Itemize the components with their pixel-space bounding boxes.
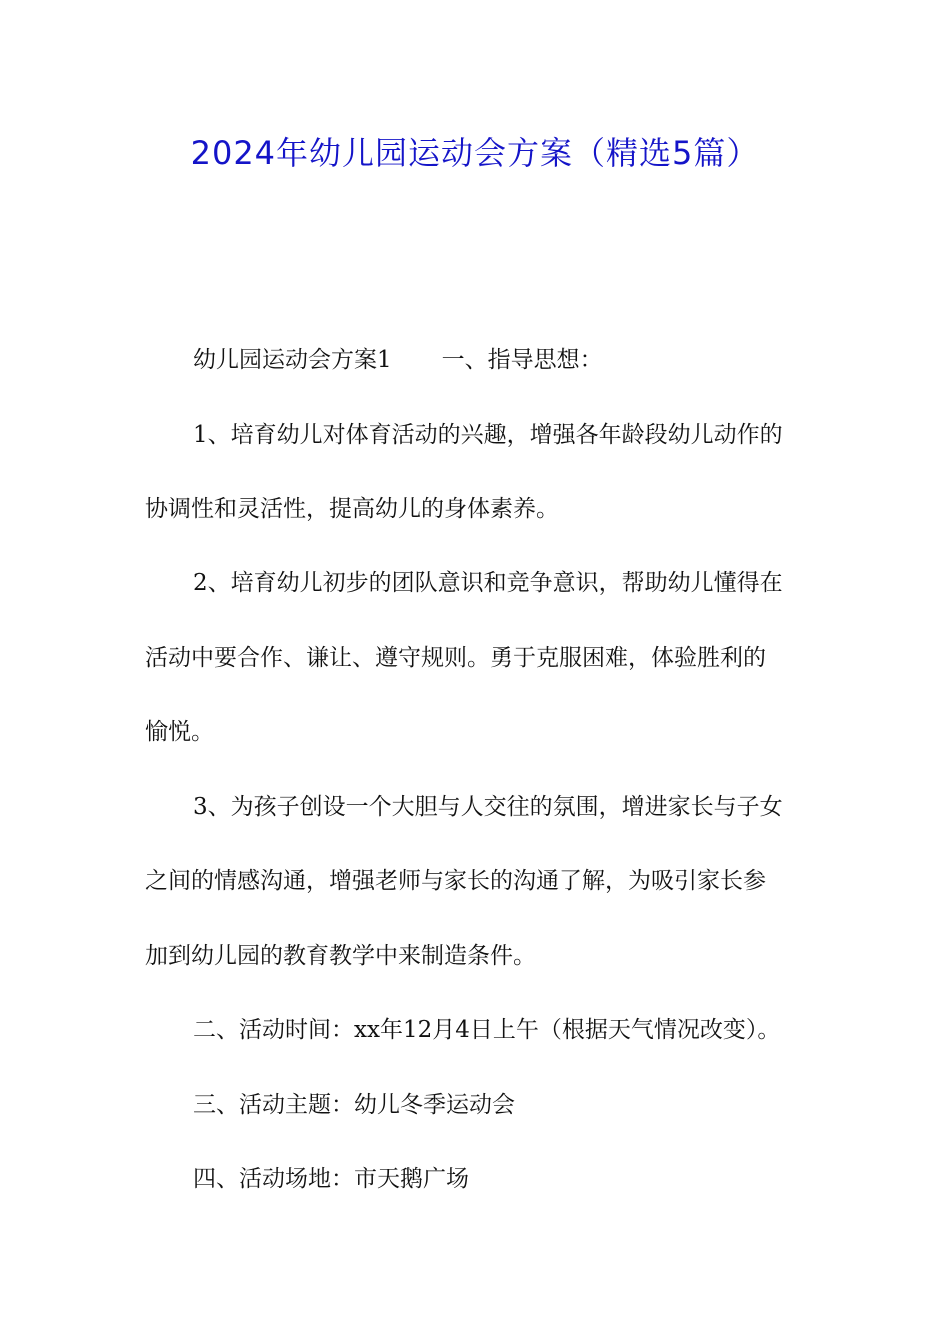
section-heading-line bbox=[193, 345, 873, 375]
paragraph-line: 1、培育幼儿对体育活动的兴趣，增强各年龄段幼儿动作的 bbox=[193, 422, 783, 448]
paragraph-line: 加到幼儿园的教育教学中来制造条件。 bbox=[145, 943, 536, 969]
paragraph-line: 三、活动主题：幼儿冬季运动会 bbox=[193, 1092, 515, 1118]
first-heading: 一、指导思想： bbox=[441, 347, 603, 373]
paragraph-line: 2、培育幼儿初步的团队意识和竞争意识，帮助幼儿懂得在 bbox=[193, 570, 783, 596]
paragraph-line: 二、活动时间：xx年12月4日上午（根据天气情况改变）。 bbox=[193, 1017, 781, 1043]
section-heading: 幼儿园运动会方案1 bbox=[193, 347, 392, 373]
document-title: 2024年幼儿园运动会方案（精选5篇） bbox=[190, 134, 760, 172]
paragraph-line: 愉悦。 bbox=[145, 719, 214, 745]
paragraph-line: 四、活动场地：市天鹅广场 bbox=[193, 1166, 469, 1192]
paragraph-line: 之间的情感沟通，增强老师与家长的沟通了解，为吸引家长参 bbox=[145, 868, 766, 894]
paragraph-line: 3、为孩子创设一个大胆与人交往的氛围，增进家长与子女 bbox=[193, 794, 783, 820]
paragraph-line: 协调性和灵活性，提高幼儿的身体素养。 bbox=[145, 496, 559, 522]
paragraph-line: 活动中要合作、谦让、遵守规则。勇于克服困难，体验胜利的 bbox=[145, 645, 766, 671]
